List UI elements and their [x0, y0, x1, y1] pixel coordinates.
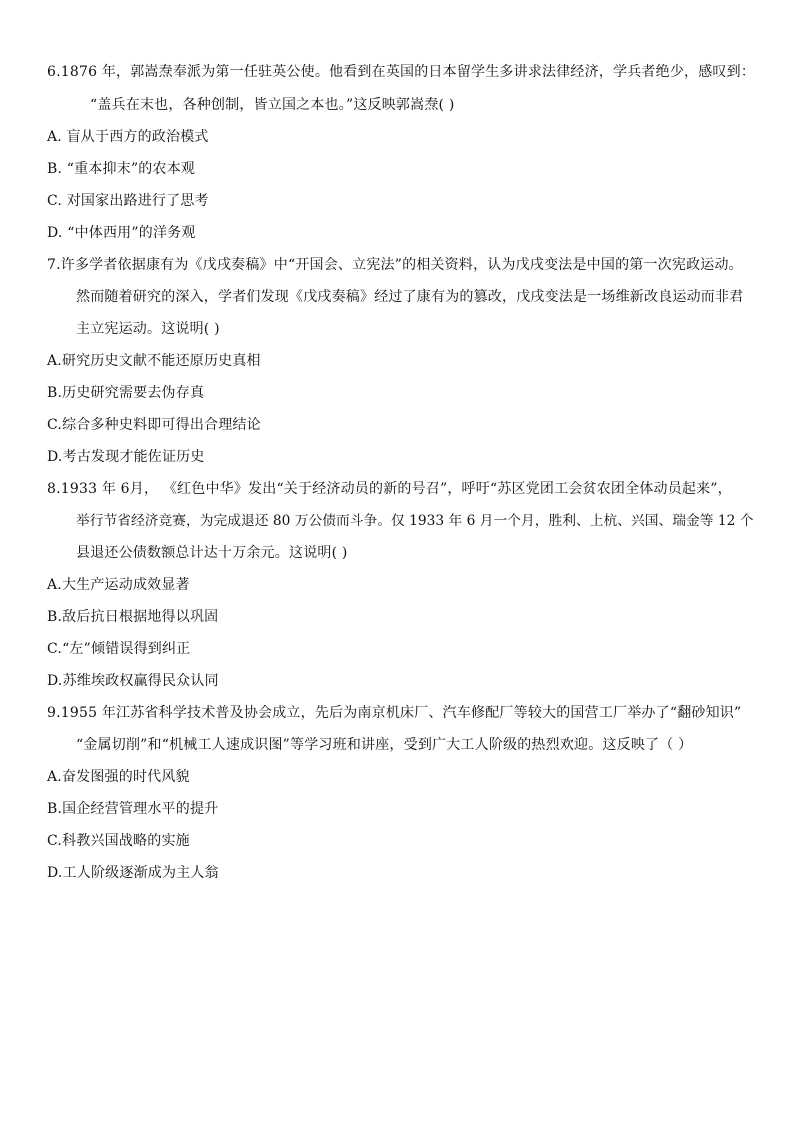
question-9-stem-line-1: 9.1955 年江苏省科学技术普及协会成立，先后为南京机床厂、汽车修配厂等较大的国营工厂举办了“翻砂知识” [47, 705, 742, 721]
question-7-stem-line-2: 然而随着研究的深入，学者们发现《戊戌奏稿》经过了康有为的篡改，戊戌变法是一场维新改良运动而非君 [76, 289, 744, 305]
question-9-option-a: A.奋发图强的时代风貌 [47, 769, 190, 785]
question-9-option-b: B.国企经营管理水平的提升 [47, 801, 219, 817]
question-9-stem-line-2: “金属切削”和“机械工人速成识图”等学习班和讲座，受到广大工人阶级的热烈欢迎。这反映了（ ） [76, 737, 693, 753]
question-7-option-a: A.研究历史文献不能还原历史真相 [47, 353, 261, 369]
question-8-option-b: B.敌后抗日根据地得以巩固 [47, 609, 219, 625]
question-9-option-d: D.工人阶级逐渐成为主人翁 [47, 865, 219, 881]
question-7-option-d: D.考古发现才能佐证历史 [47, 449, 205, 465]
question-8-stem-line-3: 县退还公债数额总计达十万余元。这说明( ) [76, 545, 348, 561]
question-6-option-c: C. 对国家出路进行了思考 [47, 193, 209, 209]
question-6-stem-line-1: 6.1876 年，郭嵩焘奉派为第一任驻英公使。他看到在英国的日本留学生多讲求法律经济，学兵者绝少，感叹到： [47, 64, 756, 80]
question-6-option-b: B. “重本抑末”的农本观 [47, 161, 196, 177]
question-8-stem-line-2: 举行节省经济竞赛，为完成退还 80 万公债而斗争。仅 1933 年 6 月一个月，胜利、上杭、兴国、瑞金等 12 个 [76, 513, 754, 529]
question-8-stem-line-1: 8.1933 年 6月， 《红色中华》发出“关于经济动员的新的号召”，呼吁“苏区党团工会贫农团全体动员起来”， [47, 481, 732, 497]
question-8-option-c: C.“左”倾错误得到纠正 [47, 641, 191, 657]
question-7-stem-line-3: 主立宪运动。这说明( ) [76, 321, 220, 337]
question-6-option-d: D. “中体西用”的洋务观 [47, 225, 196, 241]
question-6-option-a: A. 盲从于西方的政治模式 [47, 129, 209, 145]
question-7-option-c: C.综合多种史料即可得出合理结论 [47, 417, 261, 433]
question-6-stem-line-2: “盖兵在末也，各种创制，皆立国之本也。”这反映郭嵩焘( ) [90, 97, 455, 113]
question-8-option-a: A.大生产运动成效显著 [47, 577, 190, 593]
question-7-stem-line-1: 7.许多学者依据康有为《戊戌奏稿》中“开国会、立宪法”的相关资料，认为戊戌变法是中国的第一次宪政运动。 [47, 257, 743, 273]
question-8-option-d: D.苏维埃政权赢得民众认同 [47, 673, 219, 689]
question-7-option-b: B.历史研究需要去伪存真 [47, 385, 205, 401]
question-9-option-c: C.科教兴国战略的实施 [47, 833, 190, 849]
